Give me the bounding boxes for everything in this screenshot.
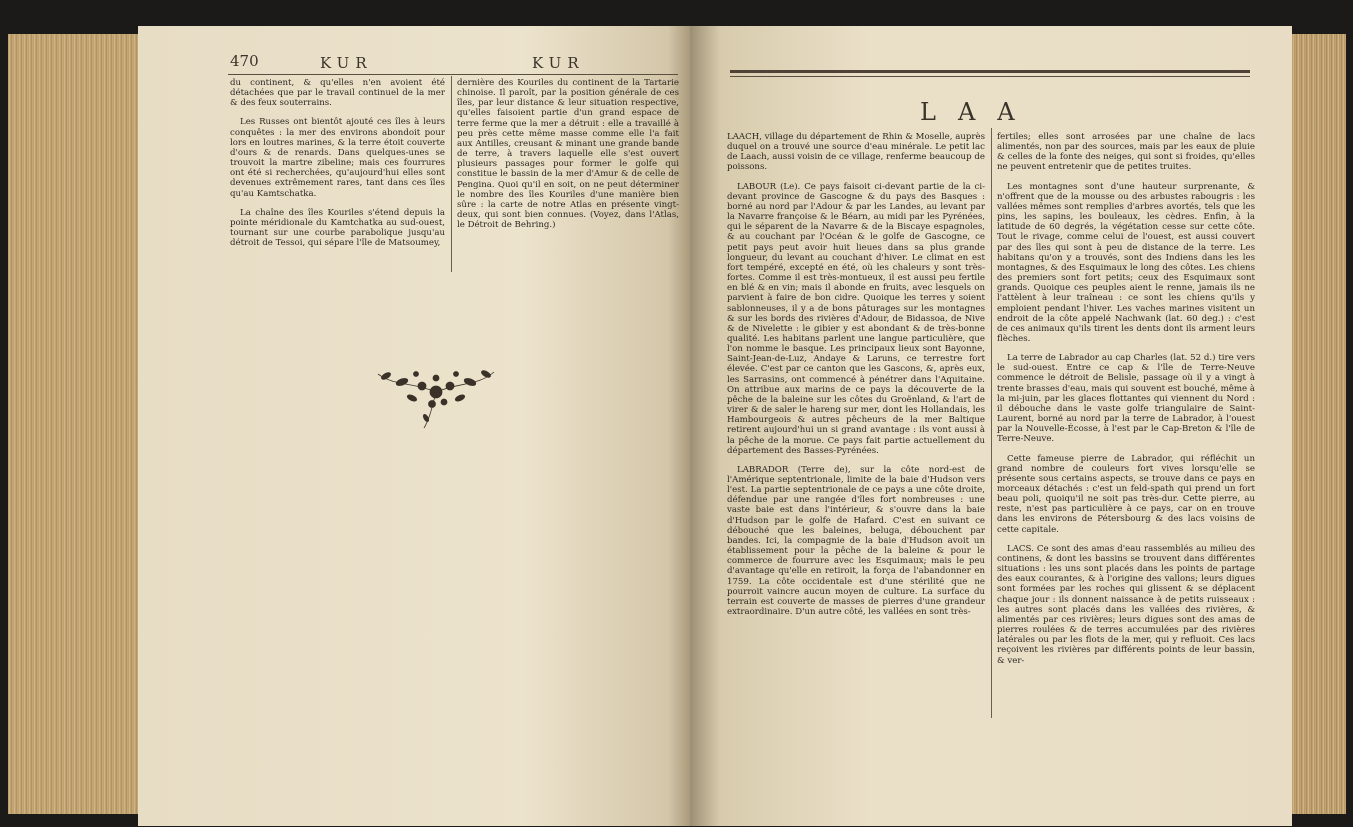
- left-page-edges: [8, 34, 138, 814]
- left-page-column-2: [457, 78, 679, 239]
- paragraph: La chaîne des îles Kouriles s'étend depuis la pointe méridionale du Kamtchatka au sud-ouest, tournant sur une courbe parabolique jusqu'au détroit de Tessoi, qui sépare l'île de Matsoumey,: [230, 207, 445, 249]
- column-rule: [991, 128, 992, 718]
- entry-labrador: LABRADOR (Terre de), sur la côte nord-est de l'Amérique septentrionale, limite de la baie d'Hudson vers l'est. La partie septentrionale de ce pays a une côte droite, défendue par une rangée d'îles fort nombreuses : une vaste baie est dans l'intérieur, & s'ouvre dans la baie d'Hudson par le golfe de Hafard. C'est en suivant ce débouché que les baleines, beluga, débouchent par bandes. Ici, la compagnie de la baie d'Hudson avoit un établissement pour la pêche de la baleine & pour le commerce de fourrure avec les Esquimaux; mais le peu d'avantage qu'elle en retiroit, la força de l'abandonner en 1759. La côte occidentale est d'une stérilité que ne pourroit vaincre aucun moyen de culture. La surface du terrain est couverte de masses de pierres d'une grandeur extraordinaire. D'un autre côté, les vallées en sont très-: [727, 464, 985, 618]
- entry-laach: LAACH, village du département de Rhin & Moselle, auprès duquel on a trouvé une source d'eau minérale. Le petit lac de Laach, aussi voisin de ce village, renferme beaucoup de poissons.: [727, 132, 985, 173]
- running-head-left: KUR: [320, 54, 373, 72]
- header-rule-thin: [730, 76, 1250, 77]
- left-page-column-1: [230, 78, 445, 257]
- floral-ornament: [372, 352, 500, 430]
- right-page-column-1: [727, 132, 985, 626]
- paragraph: La terre de Labrador au cap Charles (lat. 52 d.) tire vers le sud-ouest. Entre ce cap & l'île de Terre-Neuve commence le détroit de Belisle, passage où il y a vingt à trente brasses d'eau, mais qui souvent est bouché, même à la mi-juin, par les glaces flottantes qui viennent du Nord : il débouche dans le vaste golfe triangulaire de Saint-Laurent, borné au nord par la terre de Labrador, à l'ouest par la Nouvelle-Écosse, à l'est par le Cap-Breton & l'île de Terre-Neuve.: [997, 353, 1255, 445]
- entry-lacs: LACS. Ce sont des amas d'eau rassemblés au milieu des continens, & dont les bassins se trouvent dans différentes situations : les uns sont placés dans les points de partage des eaux courantes, & à l'origine des vallons; leurs digues sont formées par les roches qui glissent & se déplacent chaque jour : ils donnent naissance à de petits ruisseaux : les autres sont placés dans les vallées des rivières, & alimentés par ces rivières; leurs digues sont des amas de pierres roulées & de terres accumulées par des rivières latérales ou par les flots de la mer, qui y refluoit. Ces lacs reçoivent les rivières par différents points de leur bassin, & ver-: [997, 543, 1255, 666]
- paragraph: dernière des Kouriles du continent de la Tartarie chinoise. Il paroît, par la position générale de ces îles, par leur distance & leur situation respective, qu'elles faisoient partie d'un grand espace de terre ferme que la mer a détruit : elle a travaillé à peu près cette même masse comme elle l'a fait aux Antilles, creusant & minant une grande bande de terre, à travers laquelle elle s'est ouvert plusieurs passages pour former le golfe qui constitue le bassin de la mer d'Amur & de celle de Pengina. Quoi qu'il en soit, on ne peut déterminer le nombre des îles Kouriles d'une manière bien sûre : la carte de notre Atlas en présente vingt-deux, qui sont bien connues. (Voyez, dans l'Atlas, le Détroit de Behring.): [457, 78, 679, 231]
- paragraph: Cette fameuse pierre de Labrador, qui réfléchit un grand nombre de couleurs fort vives lorsqu'elle se présente sous certains aspects, se trouve dans ce pays en morceaux détachés : c'est un feld-spath qui prend un fort beau poli, quoiqu'il ne soit pas très-dur. Cette pierre, au reste, n'est pas particulière à ce pays, car on en trouve dans les environs de Pétersbourg & des lacs voisins de cette capitale.: [997, 453, 1255, 535]
- column-rule: [451, 76, 452, 272]
- paragraph: du continent, & qu'elles n'en avoient été détachées que par le travail continuel de la mer & des feux souterrains.: [230, 78, 445, 109]
- paragraph: fertiles; elles sont arrosées par une chaîne de lacs alimentés, non par des sources, mais par les eaux de pluie & celles de la fonte des neiges, qui sont si froides, qu'elles ne peuvent entretenir que de petites truites.: [997, 132, 1255, 173]
- page-number: 470: [230, 52, 259, 70]
- section-title: LAA: [920, 98, 1037, 126]
- header-double-rule: [730, 70, 1250, 73]
- paragraph: Les Russes ont bientôt ajouté ces îles à leurs conquêtes : la mer des environs abondoit pour lors en loutres marines, & la terre étoit couverte d'ours & de renards. Dans quelques-unes se trouvoit la martre zibeline; mais ces fourrures ont été si recherchées, qu'aujourd'hui elles sont devenues extrêmement rares, tant dans ces îles qu'au Kamtschatka.: [230, 117, 445, 199]
- right-page-column-2: [997, 132, 1255, 675]
- right-page-edges: [1290, 34, 1346, 814]
- entry-labour: LABOUR (Le). Ce pays faisoit ci-devant partie de la ci-devant province de Gascogne & du pays des Basques : borné au nord par l'Adour & par les Landes, au levant par la Navarre françoise & le Béarn, au midi par les Pyrénées, qui le séparent de la Navarre & de la Biscaye espagnoles, & au couchant par l'Océan & le golfe de Gascogne, ce petit pays peut avoir huit lieues dans sa plus grande longueur, du levant au couchant d'hiver. Le climat en est fort tempéré, excepté en été, où les chaleurs y sont très-fortes. Comme il est très-montueux, il est aussi peu fertile en blé & en vin; mais il abonde en fruits, avec lesquels on parvient à faire de bon cidre. Quoique les terres y soient sablonneuses, il y a de bons pâturages sur les montagnes & sur les bords des rivières d'Adour, de Bidassoa, de Nive & de Nivelette : le gibier y est abondant & de très-bonne qualité. Les habitans parlent une langue particulière, que l'on nomme le basque. Les principaux lieux sont Bayonne, Saint-Jean-de-Luz, Andaye & Laruns, ce terrestre fort élevée. C'est par ce canton que les Gascons, &, après eux, les Sarrasins, ont commencé à pénétrer dans l'Aquitaine. On attribue aux marins de ce pays la découverte de la pêche de la baleine sur les côtes du Groënland, & l'art de virer & de saler le hareng sur mer, dont les Hollandais, les Hambourgeois & autres pêcheurs de la mer Baltique retirent aujourd'hui un si grand avantage : ils vont aussi à la pêche de la morue. Ce pays fait partie actuellement du département des Basses-Pyrénées.: [727, 181, 985, 456]
- paragraph: Les montagnes sont d'une hauteur surprenante, & n'offrent que de la mousse ou des arbustes rabougris : les vallées mêmes sont remplies d'arbres avortés, tels que les pins, les sapins, les bouleaux, les cèdres. Enfin, à la latitude de 60 degrés, la végétation cesse sur cette côte. Tout le rivage, comme celui de l'ouest, est aussi couvert par des îles qui sont à peu de distance de la terre. Les habitans qu'on y a trouvés, sont des Indiens dans les les montagnes, & des Esquimaux le long des côtes. Les chiens des premiers sont fort petits; ceux des Esquimaux sont grands. Quoique ces peuples aient le renne, jamais ils ne l'attèlent à leur traîneau : ce sont les chiens qu'ils y emploient pendant l'hiver. Les vaches marines visitent un endroit de la côte appelé Nachwank (lat. 60 deg.) : c'est de ces animaux qu'ils tirent les dents dont ils arment leurs flèches.: [997, 181, 1255, 344]
- running-head-right: KUR: [532, 54, 585, 72]
- header-rule: [228, 74, 678, 75]
